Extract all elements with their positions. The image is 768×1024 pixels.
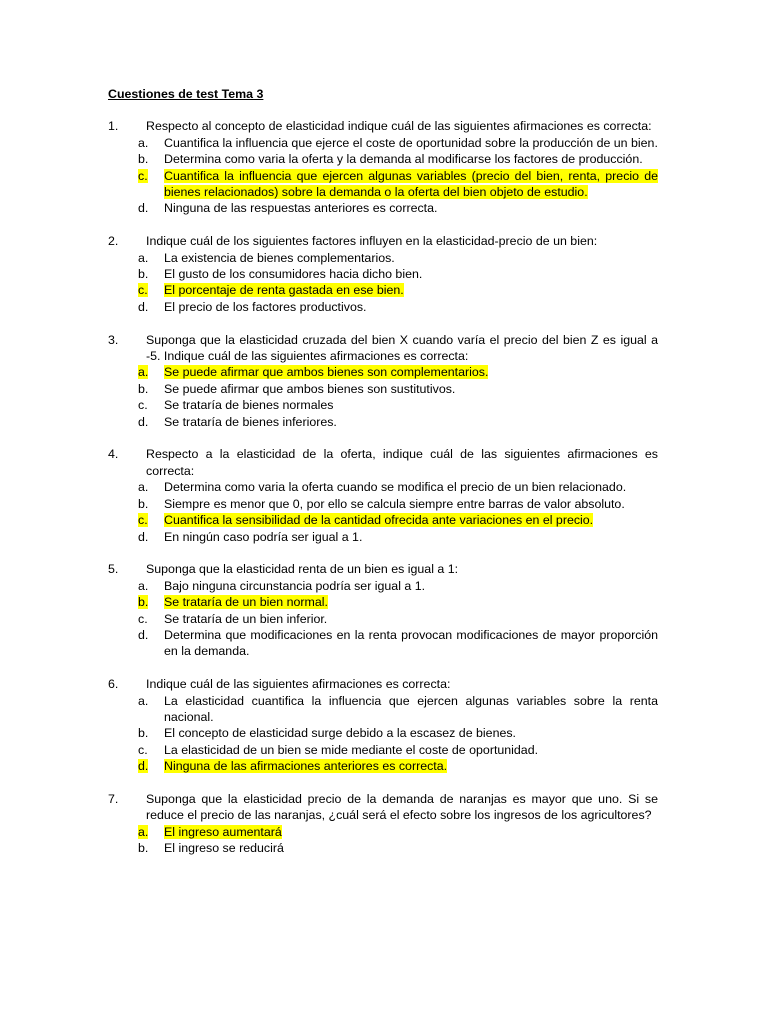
question-number: 5. [108, 562, 119, 577]
question-text: Indique cuál de los siguientes factores influyen en la elasticidad-precio de un bien: [146, 234, 598, 249]
question-3 [108, 332, 658, 430]
answer-option-highlighted [138, 168, 658, 201]
option-text-cell [164, 397, 658, 413]
option-letter: a. [138, 578, 149, 593]
question-1 [108, 118, 658, 216]
answer-option [138, 299, 658, 315]
option-text: Se trataría de un bien inferior. [164, 611, 328, 626]
option-letter: b. [138, 595, 149, 610]
option-text-cell [164, 840, 658, 856]
question-number: 2. [108, 234, 119, 249]
option-text-cell [164, 151, 658, 167]
question-6 [108, 676, 658, 774]
option-text-cell [164, 611, 658, 627]
option-letter: d. [138, 299, 149, 314]
option-letter: a. [138, 250, 149, 265]
option-letter: b. [138, 841, 149, 856]
option-letter: d. [138, 627, 149, 642]
question-7 [108, 791, 658, 857]
option-text-cell [164, 496, 658, 512]
answer-option [138, 742, 658, 758]
option-letter-cell [138, 496, 164, 512]
question-number: 3. [108, 332, 119, 347]
option-letter: c. [138, 398, 148, 413]
option-letter: a. [138, 135, 149, 150]
option-letter: a. [138, 693, 149, 708]
option-text: El ingreso aumentará [164, 824, 282, 839]
answer-option [138, 135, 658, 151]
option-letter: d. [138, 529, 149, 544]
option-text: El concepto de elasticidad surge debido a la escasez de bienes. [164, 726, 516, 741]
option-letter: b. [138, 381, 149, 396]
option-letter-cell [138, 135, 164, 151]
question-stem [108, 233, 658, 249]
option-letter: c. [138, 611, 148, 626]
question-stem [108, 561, 658, 577]
option-text: El precio de los factores productivos. [164, 299, 367, 314]
question-text: Suponga que la elasticidad cruzada del bien X cuando varía el precio del bien Z es igual a -5. Indique cuál de las siguientes afirmaciones es correcta: [146, 332, 658, 364]
option-letter: b. [138, 726, 149, 741]
question-stem [108, 676, 658, 692]
option-text: Se trataría de un bien normal. [164, 595, 328, 610]
option-text: La elasticidad cuantifica la influencia que ejercen algunas variables sobre la renta nacional. [164, 693, 658, 724]
option-text-cell [164, 168, 658, 201]
option-text-cell [164, 512, 658, 528]
option-letter-cell [138, 578, 164, 594]
document-title: Cuestiones de test Tema 3 [108, 87, 264, 101]
option-letter-cell [138, 529, 164, 545]
option-letter-cell [138, 200, 164, 216]
answer-option [138, 529, 658, 545]
option-text-cell [164, 758, 658, 774]
option-text-cell [164, 627, 658, 660]
option-letter-cell [138, 168, 164, 201]
option-letter: b. [138, 496, 149, 511]
question-text: Respecto a la elasticidad de la oferta, indique cuál de las siguientes afirmaciones es correcta: [146, 447, 658, 478]
option-letter-cell [138, 693, 164, 726]
answer-option [138, 840, 658, 856]
answer-option [138, 578, 658, 594]
answer-option-highlighted [138, 594, 658, 610]
option-text-cell [164, 479, 658, 495]
answer-option [138, 151, 658, 167]
option-text-cell [164, 414, 658, 430]
option-text: Se trataría de bienes normales [164, 398, 334, 413]
option-text-cell [164, 299, 658, 315]
option-text: Determina que modificaciones en la renta provocan modificaciones de mayor proporción en la demanda. [164, 627, 658, 659]
option-letter: c. [138, 513, 148, 528]
question-text: Respecto al concepto de elasticidad indique cuál de las siguientes afirmaciones es correcta: [146, 119, 652, 134]
option-text: La existencia de bienes complementarios. [164, 250, 395, 265]
option-letter: c. [138, 283, 148, 298]
answer-option [138, 496, 658, 512]
option-letter-cell [138, 364, 164, 380]
option-text-cell [164, 282, 658, 298]
option-text: Determina como varia la oferta cuando se modifica el precio de un bien relacionado. [164, 480, 627, 495]
option-text: Cuantifica la sensibilidad de la cantidad ofrecida ante variaciones en el precio. [164, 513, 594, 528]
option-text-cell [164, 725, 658, 741]
option-text-cell [164, 200, 658, 216]
option-letter-cell [138, 594, 164, 610]
option-letter: b. [138, 267, 149, 282]
option-text: La elasticidad de un bien se mide mediante el coste de oportunidad. [164, 742, 539, 757]
option-text-cell [164, 135, 658, 151]
option-letter: d. [138, 759, 149, 774]
question-stem [108, 446, 658, 479]
option-letter-cell [138, 266, 164, 282]
option-letter-cell [138, 725, 164, 741]
option-letter: c. [138, 742, 148, 757]
answer-option [138, 200, 658, 216]
answer-option [138, 627, 658, 660]
question-stem [108, 118, 658, 134]
option-letter-cell [138, 479, 164, 495]
answer-option [138, 725, 658, 741]
option-letter-cell [138, 282, 164, 298]
option-letter: a. [138, 365, 149, 380]
question-4 [108, 446, 658, 544]
option-letter: b. [138, 152, 149, 167]
option-text: Determina como varia la oferta y la demanda al modificarse los factores de producción. [164, 152, 643, 167]
option-text: Ninguna de las afirmaciones anteriores es correcta. [164, 759, 448, 774]
answer-option-highlighted [138, 282, 658, 298]
option-letter: d. [138, 201, 149, 216]
option-text-cell [164, 266, 658, 282]
question-stem [108, 332, 658, 365]
answer-option [138, 479, 658, 495]
answer-option [138, 250, 658, 266]
option-letter-cell [138, 840, 164, 856]
option-text: El ingreso se reducirá [164, 841, 284, 856]
option-text-cell [164, 578, 658, 594]
option-letter: a. [138, 824, 149, 839]
option-text: Bajo ninguna circunstancia podría ser igual a 1. [164, 578, 426, 593]
question-number: 1. [108, 119, 119, 134]
option-text-cell [164, 364, 658, 380]
option-text-cell [164, 594, 658, 610]
option-letter-cell [138, 611, 164, 627]
option-letter-cell [138, 299, 164, 315]
option-text: Cuantifica la influencia que ejerce el coste de oportunidad sobre la producción de un bien. [164, 135, 658, 150]
option-text: En ningún caso podría ser igual a 1. [164, 529, 363, 544]
question-2 [108, 233, 658, 315]
option-text: Se trataría de bienes inferiores. [164, 414, 337, 429]
question-text: Indique cuál de las siguientes afirmaciones es correcta: [146, 677, 451, 692]
answer-option [138, 397, 658, 413]
option-text-cell [164, 824, 658, 840]
answer-option [138, 693, 658, 726]
option-text: Cuantifica la influencia que ejercen algunas variables (precio del bien, renta, precio de bienes relacionados) sobre la demanda o la oferta del bien objeto de estudio. [164, 168, 658, 200]
question-number: 7. [108, 791, 119, 806]
option-letter-cell [138, 250, 164, 266]
option-letter-cell [138, 381, 164, 397]
answer-option-highlighted [138, 758, 658, 774]
option-text: Se puede afirmar que ambos bienes son complementarios. [164, 365, 489, 380]
answer-option [138, 414, 658, 430]
option-text: El porcentaje de renta gastada en ese bien. [164, 283, 404, 298]
option-text-cell [164, 529, 658, 545]
option-letter-cell [138, 512, 164, 528]
question-text: Suponga que la elasticidad renta de un bien es igual a 1: [146, 562, 459, 577]
answer-option [138, 611, 658, 627]
answer-option-highlighted [138, 512, 658, 528]
question-text: Suponga que la elasticidad precio de la demanda de naranjas es mayor que uno. Si se reduce el precio de las naranjas, ¿cuál será el efecto sobre los ingresos de los agricultores? [146, 791, 658, 823]
option-letter-cell [138, 742, 164, 758]
option-text: El gusto de los consumidores hacia dicho bien. [164, 267, 423, 282]
question-5 [108, 561, 658, 659]
option-text-cell [164, 381, 658, 397]
option-text-cell [164, 693, 658, 726]
question-number: 6. [108, 677, 119, 692]
option-letter-cell [138, 824, 164, 840]
question-number: 4. [108, 447, 119, 462]
answer-option-highlighted [138, 824, 658, 840]
option-letter-cell [138, 758, 164, 774]
option-letter-cell [138, 151, 164, 167]
option-letter-cell [138, 397, 164, 413]
option-letter: c. [138, 168, 148, 183]
question-stem [108, 791, 658, 824]
option-text: Ninguna de las respuestas anteriores es correcta. [164, 201, 438, 216]
option-letter: a. [138, 480, 149, 495]
option-text-cell [164, 250, 658, 266]
answer-option [138, 381, 658, 397]
option-text: Siempre es menor que 0, por ello se calcula siempre entre barras de valor absoluto. [164, 496, 625, 511]
question-list [108, 118, 658, 856]
document-page [108, 86, 658, 873]
option-letter: d. [138, 414, 149, 429]
option-letter-cell [138, 414, 164, 430]
answer-option-highlighted [138, 364, 658, 380]
answer-option [138, 266, 658, 282]
option-text-cell [164, 742, 658, 758]
option-text: Se puede afirmar que ambos bienes son sustitutivos. [164, 381, 456, 396]
option-letter-cell [138, 627, 164, 660]
